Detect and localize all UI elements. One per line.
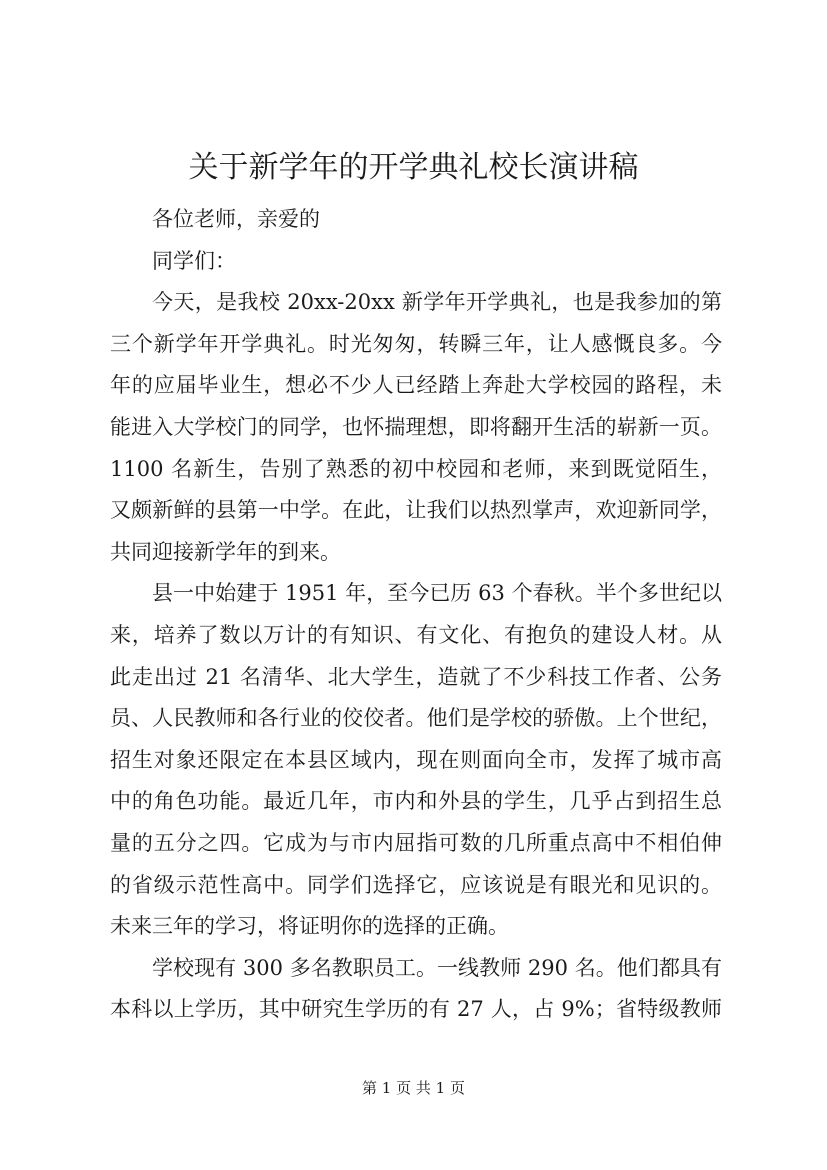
body-line-16: 量的五分之四。它成为与市内屈指可数的几所重点高中不相伯伸 — [110, 830, 722, 855]
body-line-13: 员、人民教师和各行业的佼佼者。他们是学校的骄傲。上个世纪， — [110, 706, 722, 731]
body-line-14: 招生对象还限定在本县区域内，现在则面向全市，发挥了城市高 — [110, 747, 722, 772]
body-line-2: 同学们： — [152, 248, 236, 273]
body-line-9: 共同迎接新学年的到来。 — [110, 539, 341, 564]
body-line-11: 来，培养了数以万计的有知识、有文化、有抱负的建设人材。从 — [110, 622, 722, 647]
body-line-1: 各位老师，亲爱的 — [152, 207, 320, 231]
body-line-12: 此走出过 21 名清华、北大学生，造就了不少科技工作者、公务 — [110, 664, 722, 689]
body-line-4: 三个新学年开学典礼。时光匆匆，转瞬三年，让人感慨良多。今 — [110, 331, 722, 356]
page-footer: 第 1 页 共 1 页 — [362, 1079, 465, 1097]
body-line-15: 中的角色功能。最近几年，市内和外县的学生，几乎占到招生总 — [110, 789, 722, 814]
body-line-20: 本科以上学历，其中研究生学历的有 27 人，占 9%；省特级教师 — [110, 997, 722, 1022]
body-line-5: 年的应届毕业生，想必不少人已经踏上奔赴大学校园的路程，未 — [110, 373, 722, 398]
body-line-18: 未来三年的学习，将证明你的选择的正确。 — [110, 914, 509, 939]
document-body — [110, 199, 722, 1031]
body-line-8: 又颇新鲜的县第一中学。在此，让我们以热烈掌声，欢迎新同学， — [110, 498, 722, 523]
body-line-6: 能进入大学校门的同学，也怀揣理想，即将翻开生活的崭新一页。 — [110, 414, 722, 439]
body-line-17: 的省级示范性高中。同学们选择它，应该说是有眼光和见识的。 — [110, 872, 722, 897]
document-title: 关于新学年的开学典礼校长演讲稿 — [188, 150, 639, 185]
body-line-10: 县一中始建于 1951 年，至今已历 63 个春秋。半个多世纪以 — [152, 581, 722, 606]
body-line-3: 今天，是我校 20xx-20xx 新学年开学典礼，也是我参加的第 — [152, 290, 722, 315]
body-line-19: 学校现有 300 多名教职员工。一线教师 290 名。他们都具有 — [152, 955, 722, 980]
body-line-7: 1100 名新生，告别了熟悉的初中校园和老师，来到既觉陌生， — [110, 456, 722, 481]
